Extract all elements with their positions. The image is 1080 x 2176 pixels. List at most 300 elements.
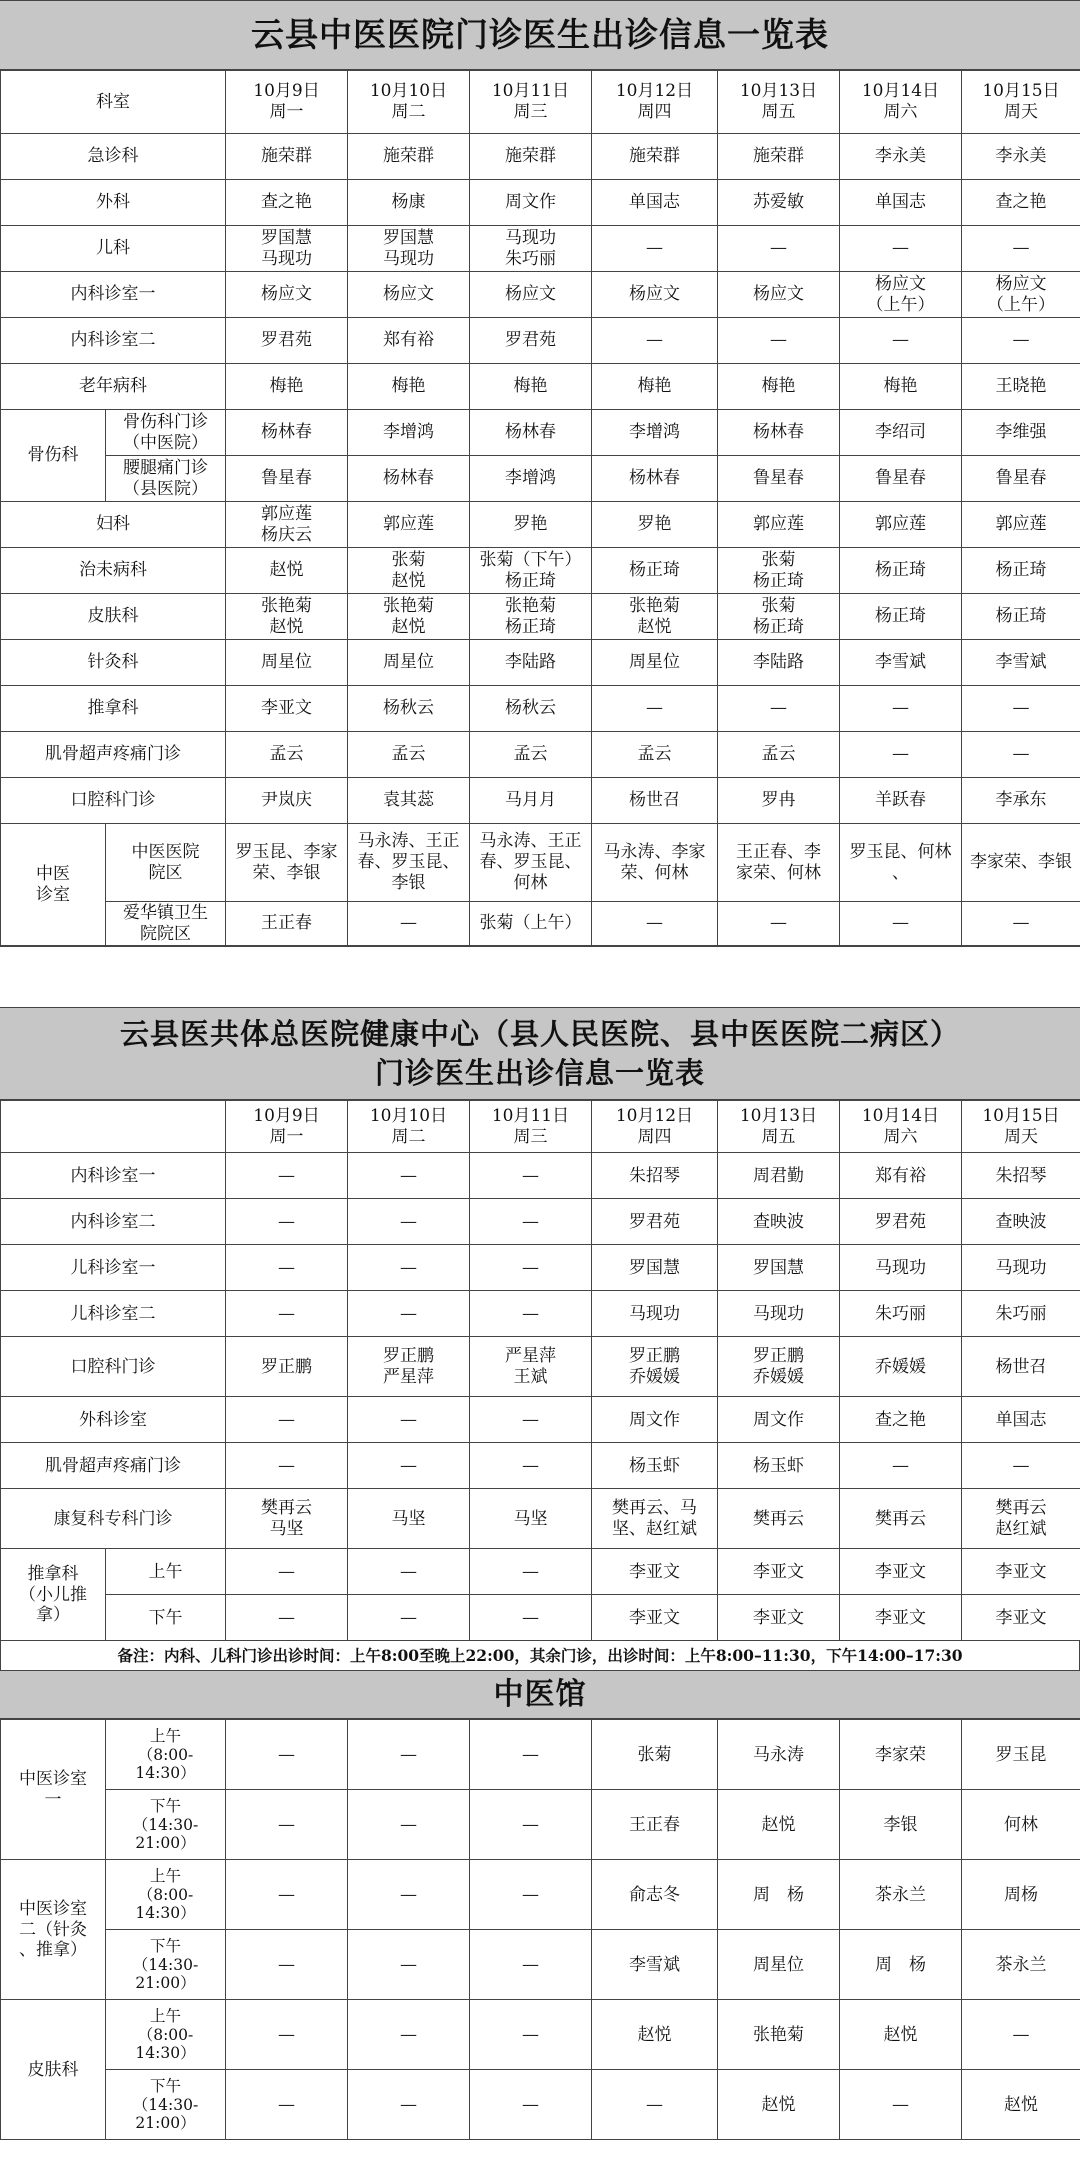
dept-header [1,1101,226,1153]
schedule-cell: 茶永兰 [962,1930,1080,2000]
table-row [1,1860,1080,1930]
schedule-cell: 李陆路 [470,640,592,686]
schedule-cell: — [348,1245,470,1291]
schedule-cell: 周文作 [470,180,592,226]
schedule-cell: 张艳菊 赵悦 [592,594,718,640]
schedule-cell: — [470,1443,592,1489]
schedule-cell: 苏爱敏 [718,180,840,226]
schedule-cell: 罗君苑 [226,318,348,364]
day-header: 10月15日 周天 [962,1101,1080,1153]
schedule-cell: — [962,2000,1080,2070]
table-row [1,1720,1080,1790]
schedule-cell: — [840,226,962,272]
schedule-cell: 周星位 [718,1930,840,2000]
schedule-cell: — [348,1720,470,1790]
schedule-cell: 杨应文 [348,272,470,318]
schedule-cell: 郑有裕 [348,318,470,364]
day-header: 10月13日 周五 [718,71,840,134]
schedule-cell: 朱招琴 [592,1153,718,1199]
schedule-cell: 樊再云 [840,1489,962,1549]
dept-group: 皮肤科 [1,2000,106,2140]
schedule-cell: 罗玉昆、李家 荣、李银 [226,824,348,902]
time-slot: 下午 （14:30- 21:00） [106,1790,226,1860]
table-row [1,640,1080,686]
schedule-cell: 严星萍 王斌 [470,1337,592,1397]
dept-name: 急诊科 [1,134,226,180]
dept-name: 儿科诊室一 [1,1245,226,1291]
table-row [1,1291,1080,1337]
dept-name: 内科诊室二 [1,318,226,364]
dept-name: 口腔科门诊 [1,778,226,824]
table-row [1,272,1080,318]
section2-title-line1: 云县医共体总医院健康中心（县人民医院、县中医医院二病区） [119,1016,960,1051]
schedule-cell: 施荣群 [470,134,592,180]
schedule-cell: — [470,1595,592,1641]
schedule-cell: 杨林春 [718,410,840,456]
schedule-cell: — [470,1245,592,1291]
schedule-cell: 李亚文 [592,1595,718,1641]
table-row [1,1549,1080,1595]
schedule-cell: 马现功 [840,1245,962,1291]
schedule-cell: 杨秋云 [348,686,470,732]
table-row [1,824,1080,902]
schedule-cell: — [348,1291,470,1337]
dept-name: 肌骨超声疼痛门诊 [1,732,226,778]
day-header: 10月11日 周三 [470,1101,592,1153]
schedule-cell: 李永美 [962,134,1080,180]
dept-name: 内科诊室二 [1,1199,226,1245]
schedule-cell: 杨应文 （上午） [840,272,962,318]
table-row [1,364,1080,410]
schedule-cell: 张菊 赵悦 [348,548,470,594]
schedule-cell: — [962,686,1080,732]
section2-title-bar [0,1008,1080,1100]
schedule-cell: 李承东 [962,778,1080,824]
dept-subname: 骨伤科门诊 （中医院） [106,410,226,456]
schedule-cell: 李家荣 [840,1720,962,1790]
section2-title-line2: 门诊医生出诊信息一览表 [374,1055,705,1090]
schedule-cell: 罗正鹏 [226,1337,348,1397]
section-gap [0,946,1080,1008]
schedule-cell: — [718,902,840,946]
schedule-cell: 罗玉昆 [962,1720,1080,1790]
schedule-cell: 马永涛、王正 春、罗玉昆、 李银 [348,824,470,902]
schedule-cell: 郑有裕 [840,1153,962,1199]
time-slot: 上午 （8:00- 14:30） [106,1860,226,1930]
schedule-cell: 王晓艳 [962,364,1080,410]
schedule-cell: — [592,2070,718,2140]
table-row [1,1443,1080,1489]
schedule-cell: 罗君苑 [840,1199,962,1245]
day-header: 10月10日 周二 [348,1101,470,1153]
schedule-cell: 李家荣、李银 [962,824,1080,902]
schedule-cell: 杨正琦 [840,594,962,640]
schedule-cell: — [962,732,1080,778]
schedule-cell: 杨玉虾 [592,1443,718,1489]
schedule-cell: 王正春 [226,902,348,946]
schedule-cell: — [226,1930,348,2000]
schedule-cell: — [470,2000,592,2070]
section1-title-bar [0,0,1080,70]
schedule-cell: 梅艳 [592,364,718,410]
schedule-cell: 李亚文 [962,1549,1080,1595]
schedule-cell: 杨正琦 [962,548,1080,594]
schedule-cell: 樊再云、马 坚、赵红斌 [592,1489,718,1549]
schedule-cell: 郭应莲 [840,502,962,548]
schedule-cell: 梅艳 [718,364,840,410]
schedule-cell: 罗艳 [592,502,718,548]
schedule-cell: 罗国慧 [718,1245,840,1291]
table-row [1,1489,1080,1549]
schedule-cell: — [962,1443,1080,1489]
schedule-cell: 周杨 [962,1860,1080,1930]
schedule-cell: 何林 [962,1790,1080,1860]
schedule-cell: 周文作 [718,1397,840,1443]
schedule-cell: 孟云 [348,732,470,778]
schedule-cell: 李亚文 [592,1549,718,1595]
table-row [1,2000,1080,2070]
schedule-cell: — [718,318,840,364]
schedule-cell: 马现功 [718,1291,840,1337]
dept-subname: 腰腿痛门诊 （县医院） [106,456,226,502]
section2-table [0,1100,1080,1641]
dept-name: 老年病科 [1,364,226,410]
schedule-cell: 俞志冬 [592,1860,718,1930]
schedule-cell: — [718,226,840,272]
schedule-cell: — [592,318,718,364]
schedule-cell: — [840,686,962,732]
schedule-cell: 乔媛媛 [840,1337,962,1397]
schedule-cell: 梅艳 [348,364,470,410]
schedule-cell: 查之艳 [840,1397,962,1443]
schedule-cell: — [348,1199,470,1245]
dept-name: 肌骨超声疼痛门诊 [1,1443,226,1489]
schedule-cell: 李银 [840,1790,962,1860]
schedule-cell: 孟云 [718,732,840,778]
schedule-cell: — [470,2070,592,2140]
schedule-cell: — [962,318,1080,364]
schedule-cell: 周 杨 [840,1930,962,2000]
schedule-cell: 罗国慧 马现功 [348,226,470,272]
schedule-cell: 杨应文 [592,272,718,318]
schedule-cell: 赵悦 [718,2070,840,2140]
schedule-cell: 施荣群 [348,134,470,180]
schedule-cell: 鲁星春 [718,456,840,502]
schedule-cell: 王正春、李 家荣、何林 [718,824,840,902]
schedule-cell: 张菊（下午） 杨正琦 [470,548,592,594]
schedule-cell: 王正春 [592,1790,718,1860]
schedule-cell: — [592,226,718,272]
dept-name: 口腔科门诊 [1,1337,226,1397]
schedule-cell: 孟云 [226,732,348,778]
schedule-cell: 樊再云 赵红斌 [962,1489,1080,1549]
schedule-cell: 施荣群 [592,134,718,180]
schedule-cell: — [348,1860,470,1930]
schedule-cell: 杨应文 [718,272,840,318]
schedule-cell: — [226,2000,348,2070]
section3-title-bar [0,1671,1080,1719]
schedule-cell: 罗正鹏 乔媛媛 [718,1337,840,1397]
schedule-cell: 李增鸿 [470,456,592,502]
schedule-cell: 罗冉 [718,778,840,824]
schedule-cell: 杨正琦 [962,594,1080,640]
schedule-cell: 李雪斌 [840,640,962,686]
schedule-cell: 查之艳 [226,180,348,226]
schedule-cell: — [348,1930,470,2000]
schedule-cell: — [470,1860,592,1930]
section1-title: 云县中医医院门诊医生出诊信息一览表 [251,14,829,54]
schedule-cell: 李亚文 [718,1595,840,1641]
dept-group: 推拿科 （小儿推 拿） [1,1549,106,1641]
schedule-cell: 马永涛、王正 春、罗玉昆、 何林 [470,824,592,902]
schedule-cell: — [226,1443,348,1489]
schedule-cell: 杨康 [348,180,470,226]
schedule-cell: — [840,732,962,778]
dept-subname: 上午 [106,1549,226,1595]
schedule-cell: — [840,2070,962,2140]
schedule-cell: — [348,1153,470,1199]
table-row [1,1790,1080,1860]
schedule-cell: 李亚文 [840,1549,962,1595]
schedule-cell: 尹岚庆 [226,778,348,824]
schedule-cell: — [470,1930,592,2000]
schedule-cell: — [226,1549,348,1595]
table-row [1,902,1080,946]
schedule-cell: 袁其蕊 [348,778,470,824]
dept-name: 康复科专科门诊 [1,1489,226,1549]
schedule-cell: 张艳菊 杨正琦 [470,594,592,640]
table-row [1,226,1080,272]
schedule-cell: 杨秋云 [470,686,592,732]
schedule-cell: — [470,1790,592,1860]
time-slot: 下午 （14:30- 21:00） [106,2070,226,2140]
schedule-cell: 孟云 [470,732,592,778]
schedule-cell: 羊跃春 [840,778,962,824]
schedule-cell: 李亚文 [962,1595,1080,1641]
schedule-cell: 张艳菊 [718,2000,840,2070]
schedule-cell: 罗君苑 [470,318,592,364]
schedule-cell: 李亚文 [226,686,348,732]
table-row [1,732,1080,778]
schedule-cell: 赵悦 [226,548,348,594]
schedule-cell: 朱巧丽 [962,1291,1080,1337]
time-slot: 下午 （14:30- 21:00） [106,1930,226,2000]
header-row [1,1101,1080,1153]
dept-name: 内科诊室一 [1,1153,226,1199]
schedule-cell: 孟云 [592,732,718,778]
table-row [1,410,1080,456]
day-header: 10月10日 周二 [348,71,470,134]
table-row [1,1930,1080,2000]
schedule-cell: — [226,1291,348,1337]
schedule-cell: 罗君苑 [592,1199,718,1245]
schedule-cell: 罗正鹏 严星萍 [348,1337,470,1397]
section3-title: 中医馆 [493,1676,587,1712]
schedule-cell: — [348,2070,470,2140]
schedule-cell: 郭应莲 [348,502,470,548]
schedule-cell: — [962,226,1080,272]
schedule-cell: — [840,318,962,364]
schedule-cell: — [226,1199,348,1245]
schedule-cell: 郭应莲 [718,502,840,548]
schedule-cell: 梅艳 [840,364,962,410]
schedule-cell: 李绍司 [840,410,962,456]
dept-group: 骨伤科 [1,410,106,502]
table-row [1,134,1080,180]
schedule-cell: — [226,1595,348,1641]
schedule-cell: — [348,1549,470,1595]
schedule-cell: 周文作 [592,1397,718,1443]
dept-subname: 中医医院 院区 [106,824,226,902]
dept-name: 内科诊室一 [1,272,226,318]
schedule-cell: — [470,1199,592,1245]
schedule-cell: 杨玉虾 [718,1443,840,1489]
schedule-cell: 赵悦 [840,2000,962,2070]
schedule-cell: 罗正鹏 乔媛媛 [592,1337,718,1397]
table-row [1,1595,1080,1641]
schedule-cell: 赵悦 [592,2000,718,2070]
schedule-cell: 单国志 [962,1397,1080,1443]
section1-table [0,70,1080,946]
schedule-cell: 施荣群 [718,134,840,180]
schedule-cell: 杨林春 [470,410,592,456]
schedule-cell: 周君勤 [718,1153,840,1199]
schedule-cell: — [840,1443,962,1489]
dept-name: 儿科诊室二 [1,1291,226,1337]
section2-note: 备注：内科、儿科门诊出诊时间：上午8:00至晚上22:00，其余门诊，出诊时间：上午8:00–11:30，下午14:00–17:30 [0,1641,1080,1671]
schedule-cell: — [226,1153,348,1199]
schedule-cell: 李增鸿 [348,410,470,456]
schedule-cell: 杨正琦 [592,548,718,594]
schedule-cell: 张艳菊 赵悦 [348,594,470,640]
day-header: 10月9日 周一 [226,1101,348,1153]
schedule-cell: 杨林春 [592,456,718,502]
table-row [1,2070,1080,2140]
dept-name: 妇科 [1,502,226,548]
schedule-cell: 李亚文 [718,1549,840,1595]
day-header: 10月14日 周六 [840,71,962,134]
schedule-cell: — [226,1790,348,1860]
dept-name: 外科 [1,180,226,226]
schedule-cell: 张艳菊 赵悦 [226,594,348,640]
schedule-cell: 罗艳 [470,502,592,548]
table-row [1,502,1080,548]
schedule-cell: 张菊 杨正琦 [718,594,840,640]
schedule-cell: — [348,1397,470,1443]
table-row [1,1153,1080,1199]
schedule-cell: — [348,1595,470,1641]
dept-name: 外科诊室 [1,1397,226,1443]
table-row [1,1337,1080,1397]
schedule-cell: — [348,902,470,946]
section3-table [0,1719,1080,2140]
schedule-cell: 鲁星春 [840,456,962,502]
schedule-cell: — [226,1245,348,1291]
schedule-cell: 周星位 [226,640,348,686]
dept-name: 推拿科 [1,686,226,732]
schedule-cell: 鲁星春 [226,456,348,502]
schedule-cell: 马现功 [592,1291,718,1337]
day-header: 10月13日 周五 [718,1101,840,1153]
dept-header: 科室 [1,71,226,134]
schedule-cell: 马永涛、李家 荣、何林 [592,824,718,902]
schedule-cell: 杨林春 [348,456,470,502]
schedule-cell: 杨应文 [226,272,348,318]
schedule-cell: 杨世召 [592,778,718,824]
schedule-cell: 张菊 杨正琦 [718,548,840,594]
schedule-cell: 李增鸿 [592,410,718,456]
schedule-cell: 马月月 [470,778,592,824]
header-row [1,71,1080,134]
schedule-cell: 单国志 [592,180,718,226]
schedule-cell: 赵悦 [962,2070,1080,2140]
schedule-cell: 李永美 [840,134,962,180]
schedule-cell: — [348,2000,470,2070]
schedule-cell: 张菊（上午） [470,902,592,946]
schedule-cell: — [592,686,718,732]
dept-group: 中医 诊室 [1,824,106,946]
schedule-cell: 杨正琦 [840,548,962,594]
schedule-cell: 罗国慧 [592,1245,718,1291]
schedule-cell: 朱巧丽 [840,1291,962,1337]
day-header: 10月14日 周六 [840,1101,962,1153]
table-row [1,686,1080,732]
schedule-cell: 马现功 [962,1245,1080,1291]
dept-name: 治未病科 [1,548,226,594]
schedule-cell: 查映波 [962,1199,1080,1245]
schedule-cell: 周星位 [348,640,470,686]
time-slot: 上午 （8:00- 14:30） [106,2000,226,2070]
dept-subname: 下午 [106,1595,226,1641]
schedule-cell: 马现功 朱巧丽 [470,226,592,272]
schedule-cell: — [226,2070,348,2140]
schedule-cell: 查映波 [718,1199,840,1245]
schedule-cell: 马永涛 [718,1720,840,1790]
schedule-cell: 梅艳 [226,364,348,410]
dept-name: 皮肤科 [1,594,226,640]
schedule-cell: 杨林春 [226,410,348,456]
table-row [1,1397,1080,1443]
schedule-cell: — [470,1549,592,1595]
schedule-cell: 查之艳 [962,180,1080,226]
schedule-cell: 张菊 [592,1720,718,1790]
schedule-cell: — [718,686,840,732]
table-row [1,594,1080,640]
table-row [1,1245,1080,1291]
dept-group: 中医诊室 二（针灸 、推拿） [1,1860,106,2000]
schedule-cell: 赵悦 [718,1790,840,1860]
table-row [1,1199,1080,1245]
day-header: 10月12日 周四 [592,71,718,134]
day-header: 10月15日 周天 [962,71,1080,134]
schedule-cell: — [226,1397,348,1443]
schedule-cell: 李雪斌 [962,640,1080,686]
dept-subname: 爱华镇卫生 院院区 [106,902,226,946]
schedule-cell: 朱招琴 [962,1153,1080,1199]
table-row [1,456,1080,502]
schedule-cell: 李陆路 [718,640,840,686]
schedule-cell: 鲁星春 [962,456,1080,502]
dept-group: 中医诊室 一 [1,1720,106,1860]
schedule-cell: 杨应文 （上午） [962,272,1080,318]
schedule-cell: — [470,1153,592,1199]
dept-name: 针灸科 [1,640,226,686]
schedule-cell: 李雪斌 [592,1930,718,2000]
schedule-cell: 马坚 [470,1489,592,1549]
dept-name: 儿科 [1,226,226,272]
schedule-cell: — [592,902,718,946]
table-row [1,548,1080,594]
